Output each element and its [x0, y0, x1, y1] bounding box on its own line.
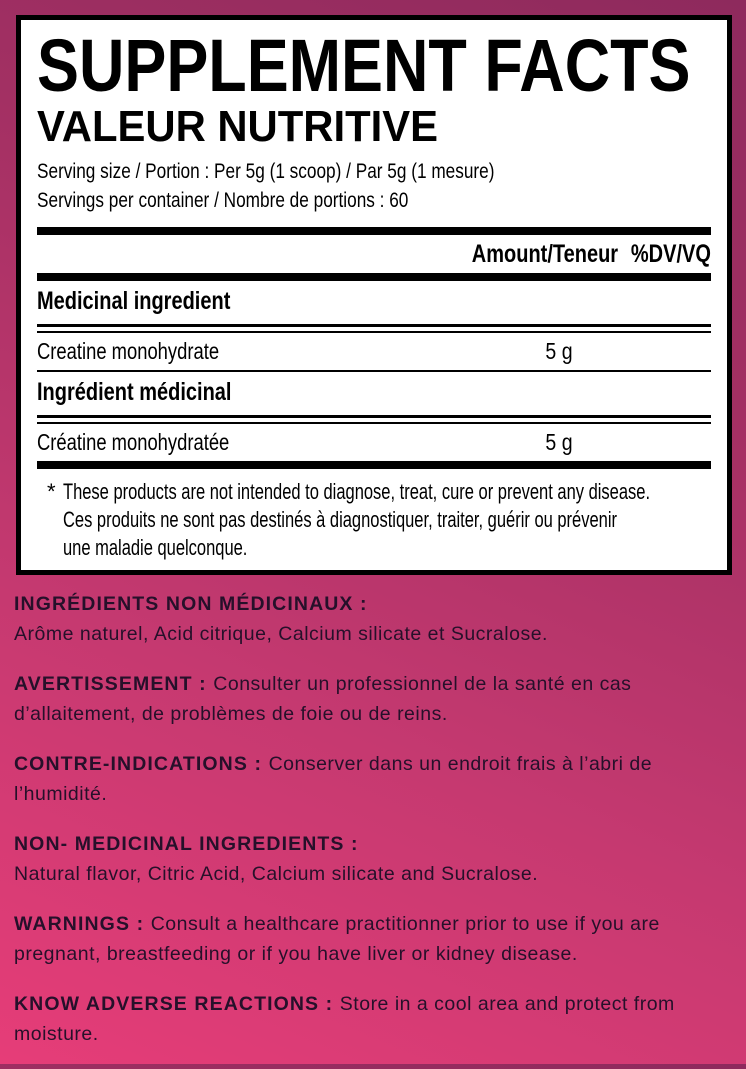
footnote-line-3: une maladie quelconque.	[63, 534, 248, 560]
servings-per-container-line: Servings per container / Nombre de portions : 60	[37, 188, 409, 212]
panel-title: SUPPLEMENT FACTS	[37, 24, 691, 107]
footnote-line-2: Ces produits ne sont pas destinés à diagnostiquer, traiter, guérir ou prévenir	[63, 506, 617, 532]
section-heading-medicinal-fr: Ingrédient médicinal	[37, 377, 232, 406]
section-text: Consulter un professionnel de la santé en cas d’allaitement, de problèmes de foie ou de reins.	[14, 673, 632, 725]
serving-size-line: Serving size / Portion : Per 5g (1 scoop) / Par 5g (1 mesure)	[37, 159, 495, 183]
ingredient-amount-en: 5 g	[545, 337, 573, 364]
section-label: WARNINGS :	[14, 913, 151, 935]
section-warnings	[14, 909, 734, 969]
section-heading-medicinal-en: Medicinal ingredient	[37, 286, 231, 315]
panel-subtitle: VALEUR NUTRITIVE	[37, 101, 438, 151]
column-header-amount: Amount/Teneur	[471, 239, 619, 268]
divider-thick	[37, 461, 711, 469]
ingredient-name-en: Creatine monohydrate	[37, 337, 220, 364]
section-label: CONTRE-INDICATIONS :	[14, 753, 269, 775]
ingredient-name-fr: Créatine monohydratée	[37, 428, 230, 455]
section-contre-indications	[14, 749, 734, 809]
table-row	[37, 424, 711, 461]
supplement-facts-panel	[16, 15, 732, 575]
section-text: Consult a healthcare practitionner prior to use if you are pregnant, breastfeeding or if you have liver or kidney disease.	[14, 913, 660, 965]
additional-info-area	[14, 589, 734, 1069]
section-text: Natural flavor, Citric Acid, Calcium silicate and Sucralose.	[14, 863, 539, 885]
divider-thick	[37, 227, 711, 235]
section-non-medicinal-en	[14, 829, 734, 889]
section-text: Arôme naturel, Acid citrique, Calcium silicate et Sucralose.	[14, 623, 548, 645]
footnote-asterisk: *	[47, 478, 56, 504]
section-non-medicinal-fr	[14, 589, 734, 649]
section-text: Store in a cool area and protect from moisture.	[14, 993, 675, 1045]
table-row	[37, 333, 711, 370]
section-know-adverse-reactions	[14, 989, 734, 1049]
divider-thick	[37, 573, 711, 575]
section-text: Conserver dans un endroit frais à l’abri de l’humidité.	[14, 753, 653, 805]
section-label: INGRÉDIENTS NON MÉDICINAUX :	[14, 593, 368, 615]
section-avertissement	[14, 669, 734, 729]
ingredient-amount-fr: 5 g	[545, 428, 573, 455]
footnote-line-1: These products are not intended to diagnose, treat, cure or prevent any disease.	[63, 478, 651, 504]
column-header-dv: %DV/VQ	[630, 239, 711, 268]
divider-double	[37, 415, 711, 424]
disclaimer-footnote	[37, 469, 711, 573]
section-label: AVERTISSEMENT :	[14, 673, 214, 695]
table-header	[37, 235, 711, 273]
section-label: NON- MEDICINAL INGREDIENTS :	[14, 833, 359, 855]
section-label: KNOW ADVERSE REACTIONS :	[14, 993, 340, 1015]
divider-thick	[37, 273, 711, 281]
divider-double	[37, 324, 711, 333]
